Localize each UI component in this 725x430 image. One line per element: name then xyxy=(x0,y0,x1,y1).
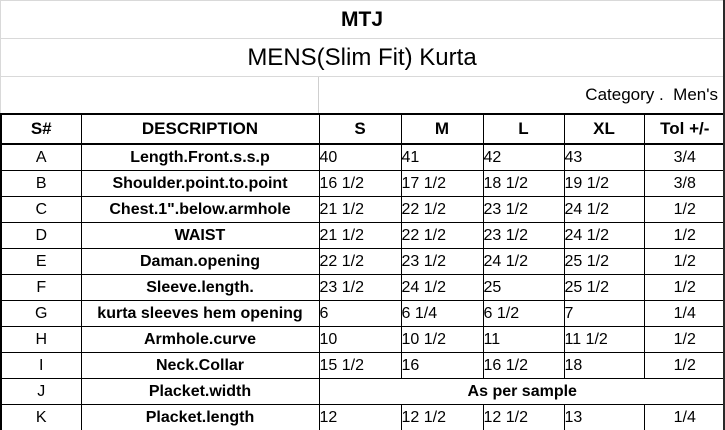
size-l-cell: 23 1/2 xyxy=(483,197,564,223)
table-row xyxy=(1,197,725,223)
size-xl-cell: 19 1/2 xyxy=(564,171,644,197)
size-s-cell: 23 1/2 xyxy=(319,275,401,301)
merged-sample-cell: As per sample xyxy=(319,379,725,405)
size-m-cell: 41 xyxy=(401,144,483,171)
size-xl-cell: 24 1/2 xyxy=(564,197,644,223)
size-s-cell: 16 1/2 xyxy=(319,171,401,197)
category-row-spacer xyxy=(1,77,319,113)
size-l-cell: 18 1/2 xyxy=(483,171,564,197)
size-spec-table xyxy=(0,113,725,430)
size-l-cell: 23 1/2 xyxy=(483,223,564,249)
row-letter-cell: I xyxy=(1,353,81,379)
size-s-cell: 12 xyxy=(319,405,401,430)
size-m-cell: 24 1/2 xyxy=(401,275,483,301)
tolerance-cell: 1/2 xyxy=(644,249,725,275)
row-letter-cell: H xyxy=(1,327,81,353)
size-s-cell: 15 1/2 xyxy=(319,353,401,379)
description-cell: Sleeve.length. xyxy=(81,275,319,301)
size-xl-cell: 7 xyxy=(564,301,644,327)
column-header-l: L xyxy=(483,114,564,144)
brand-title: MTJ xyxy=(1,1,723,39)
size-s-cell: 21 1/2 xyxy=(319,197,401,223)
column-header-description: DESCRIPTION xyxy=(81,114,319,144)
table-row xyxy=(1,144,725,171)
size-l-cell: 25 xyxy=(483,275,564,301)
size-m-cell: 22 1/2 xyxy=(401,197,483,223)
description-cell: WAIST xyxy=(81,223,319,249)
description-cell: Chest.1".below.armhole xyxy=(81,197,319,223)
size-l-cell: 16 1/2 xyxy=(483,353,564,379)
table-row xyxy=(1,405,725,430)
size-m-cell: 23 1/2 xyxy=(401,249,483,275)
tolerance-cell: 1/2 xyxy=(644,275,725,301)
size-l-cell: 6 1/2 xyxy=(483,301,564,327)
column-header-xl: XL xyxy=(564,114,644,144)
size-m-cell: 6 1/4 xyxy=(401,301,483,327)
size-m-cell: 22 1/2 xyxy=(401,223,483,249)
tolerance-cell: 1/2 xyxy=(644,353,725,379)
table-row xyxy=(1,379,725,405)
description-cell: kurta sleeves hem opening xyxy=(81,301,319,327)
header-row xyxy=(1,114,725,144)
size-l-cell: 12 1/2 xyxy=(483,405,564,430)
size-xl-cell: 43 xyxy=(564,144,644,171)
row-letter-cell: B xyxy=(1,171,81,197)
size-xl-cell: 24 1/2 xyxy=(564,223,644,249)
description-cell: Placket.width xyxy=(81,379,319,405)
description-cell: Placket.length xyxy=(81,405,319,430)
size-m-cell: 10 1/2 xyxy=(401,327,483,353)
row-letter-cell: A xyxy=(1,144,81,171)
size-s-cell: 6 xyxy=(319,301,401,327)
description-cell: Daman.opening xyxy=(81,249,319,275)
tolerance-cell: 1/2 xyxy=(644,327,725,353)
table-row xyxy=(1,171,725,197)
page-title: MENS(Slim Fit) Kurta xyxy=(1,39,723,77)
column-header-s: S xyxy=(319,114,401,144)
row-letter-cell: F xyxy=(1,275,81,301)
tolerance-cell: 1/4 xyxy=(644,301,725,327)
category-label: Category . Men's xyxy=(585,85,718,104)
size-s-cell: 21 1/2 xyxy=(319,223,401,249)
description-cell: Armhole.curve xyxy=(81,327,319,353)
size-xl-cell: 25 1/2 xyxy=(564,275,644,301)
tolerance-cell: 3/4 xyxy=(644,144,725,171)
title-block xyxy=(0,0,723,113)
column-header-m: M xyxy=(401,114,483,144)
row-letter-cell: G xyxy=(1,301,81,327)
column-header-tolerance: Tol +/- xyxy=(644,114,725,144)
size-xl-cell: 18 xyxy=(564,353,644,379)
tolerance-cell: 3/8 xyxy=(644,171,725,197)
description-cell: Shoulder.point.to.point xyxy=(81,171,319,197)
size-m-cell: 12 1/2 xyxy=(401,405,483,430)
tolerance-cell: 1/2 xyxy=(644,197,725,223)
size-l-cell: 42 xyxy=(483,144,564,171)
size-xl-cell: 11 1/2 xyxy=(564,327,644,353)
size-m-cell: 17 1/2 xyxy=(401,171,483,197)
table-row xyxy=(1,327,725,353)
table-row xyxy=(1,301,725,327)
table-row xyxy=(1,275,725,301)
size-xl-cell: 13 xyxy=(564,405,644,430)
size-s-cell: 40 xyxy=(319,144,401,171)
row-letter-cell: J xyxy=(1,379,81,405)
size-s-cell: 22 1/2 xyxy=(319,249,401,275)
size-s-cell: 10 xyxy=(319,327,401,353)
size-l-cell: 11 xyxy=(483,327,564,353)
row-letter-cell: E xyxy=(1,249,81,275)
table-row xyxy=(1,249,725,275)
category-row xyxy=(1,77,723,113)
size-m-cell: 16 xyxy=(401,353,483,379)
size-l-cell: 24 1/2 xyxy=(483,249,564,275)
description-cell: Neck.Collar xyxy=(81,353,319,379)
table-row xyxy=(1,223,725,249)
description-cell: Length.Front.s.s.p xyxy=(81,144,319,171)
row-letter-cell: D xyxy=(1,223,81,249)
row-letter-cell: C xyxy=(1,197,81,223)
tolerance-cell: 1/4 xyxy=(644,405,725,430)
tolerance-cell: 1/2 xyxy=(644,223,725,249)
column-header-sn: S# xyxy=(1,114,81,144)
table-row xyxy=(1,353,725,379)
size-xl-cell: 25 1/2 xyxy=(564,249,644,275)
row-letter-cell: K xyxy=(1,405,81,430)
